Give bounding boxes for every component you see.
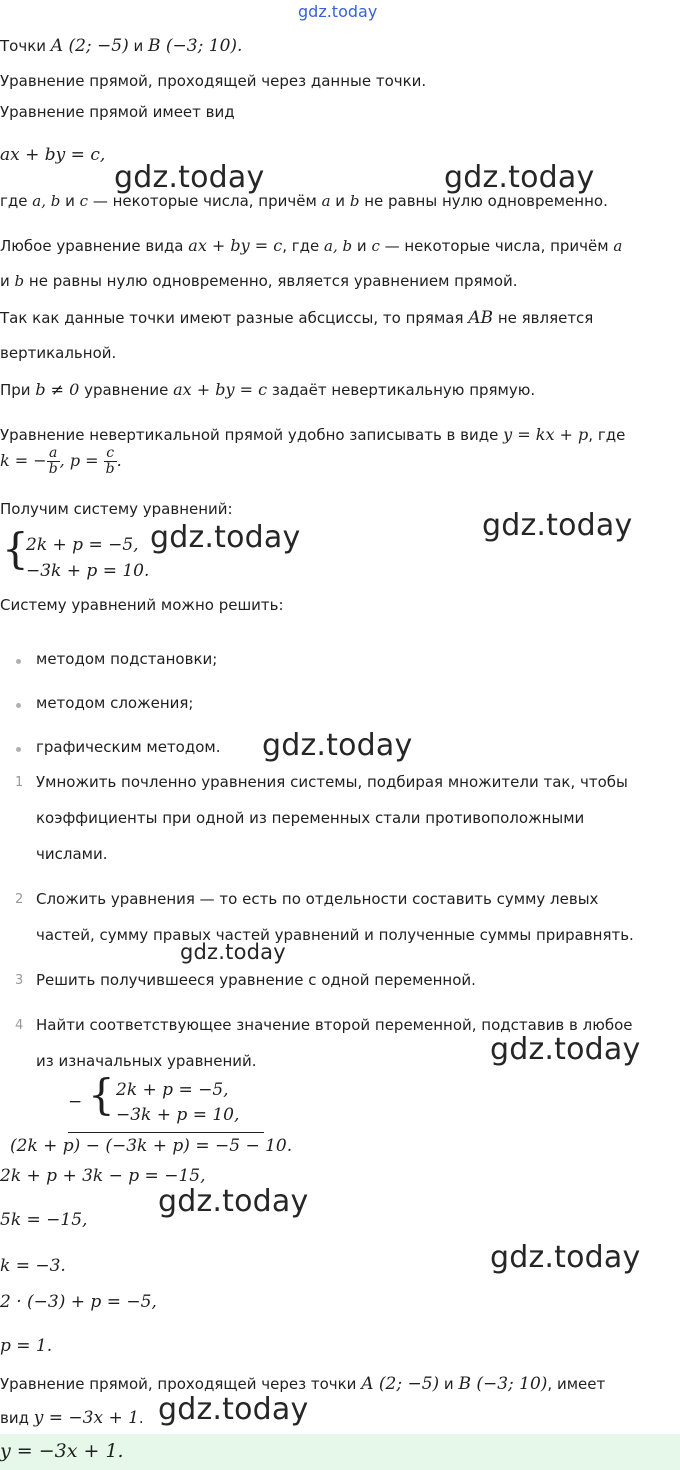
watermark: gdz.today <box>490 1032 641 1067</box>
point-a: A (2; −5) <box>50 36 129 56</box>
step-number: 1 <box>15 775 24 790</box>
text: не равны нулю одновременно, является уравнением прямой. <box>24 272 518 290</box>
paragraph <box>0 1408 144 1428</box>
calc-line: k = −3. <box>0 1256 66 1276</box>
bullet-icon <box>16 747 21 752</box>
text: вид <box>0 1409 34 1427</box>
paragraph <box>0 308 593 328</box>
math: ax + by = c <box>173 380 268 399</box>
text: задаёт невертикальную прямую. <box>267 381 536 399</box>
math: y = kx + p <box>503 425 589 444</box>
method-item: методом сложения; <box>36 694 194 712</box>
subtraction-line <box>68 1132 264 1133</box>
watermark: gdz.today <box>114 160 265 195</box>
math: . <box>116 451 122 470</box>
watermark: gdz.today <box>180 940 286 964</box>
watermark: gdz.today <box>490 1240 641 1275</box>
bullet-icon <box>16 703 21 708</box>
step-number: 3 <box>15 973 24 988</box>
step-text: Решить получившееся уравнение с одной переменной. <box>36 971 476 989</box>
numerator: c <box>104 446 117 462</box>
text: не равны нулю одновременно. <box>359 192 608 210</box>
text: и <box>0 272 15 290</box>
k-p-formula <box>0 446 122 477</box>
watermark: gdz.today <box>262 728 413 763</box>
math: b ≠ 0 <box>35 380 80 399</box>
system-eq-2: −3k + p = 10, <box>116 1105 240 1125</box>
calc-line: p = 1. <box>0 1336 53 1356</box>
numerator: a <box>47 446 60 462</box>
paragraph <box>0 425 625 444</box>
watermark: gdz.today <box>150 520 301 555</box>
text: и <box>60 192 80 210</box>
denominator: b <box>105 461 115 477</box>
math: k = − <box>0 451 47 470</box>
paragraph: Уравнение прямой, проходящей через данные точки. <box>0 72 427 90</box>
calc-line: 2k + p + 3k − p = −15, <box>0 1166 206 1186</box>
paragraph: Систему уравнений можно решить: <box>0 596 284 614</box>
math: ax + by = c <box>188 236 283 255</box>
step-text: коэффициенты при одной из переменных стали противоположными <box>36 809 585 827</box>
point-b: B (−3; 10). <box>148 36 243 56</box>
math: b <box>14 272 25 290</box>
system-brace: { <box>88 1070 115 1119</box>
step-number: 4 <box>15 1018 24 1033</box>
paragraph: Уравнение прямой имеет вид <box>0 103 235 121</box>
calc-line: 5k = −15, <box>0 1210 88 1230</box>
text: Так как данные точки имеют разные абсциссы, то прямая <box>0 309 469 327</box>
text: не является <box>493 309 594 327</box>
text: и <box>352 237 372 255</box>
watermark: gdz.today <box>158 1392 309 1427</box>
fraction <box>47 446 60 477</box>
math: a, b <box>324 237 353 255</box>
system-brace: { <box>2 524 29 573</box>
system-eq-2: −3k + p = 10. <box>26 561 150 581</box>
answer-text: y = −3x + 1. <box>0 1440 124 1462</box>
text: При <box>0 381 36 399</box>
math: y = −3x + 1 <box>33 1408 139 1428</box>
paragraph: Получим систему уравнений: <box>0 500 233 518</box>
paragraph: вертикальной. <box>0 344 117 362</box>
text: Уравнение прямой, проходящей через точки <box>0 1375 362 1393</box>
math: c <box>79 192 89 210</box>
math: b <box>349 192 360 210</box>
system-eq-1: 2k + p = −5, <box>116 1080 229 1100</box>
watermark: gdz.today <box>158 1184 309 1219</box>
paragraph <box>0 1374 605 1394</box>
paragraph <box>0 272 518 290</box>
site-header-watermark: gdz.today <box>298 2 378 21</box>
watermark: gdz.today <box>444 160 595 195</box>
text: , где <box>282 237 325 255</box>
math: c <box>371 237 380 255</box>
paragraph <box>0 380 535 399</box>
math: AB <box>468 308 494 328</box>
text: и <box>330 192 350 210</box>
answer-box <box>0 1434 680 1470</box>
math: , p = <box>59 451 104 470</box>
text: Уравнение невертикальной прямой удобно записывать в виде <box>0 426 504 444</box>
text: , имеет <box>547 1375 606 1393</box>
text: Любое уравнение вида <box>0 237 189 255</box>
text: — некоторые числа, причём <box>379 237 614 255</box>
watermark: gdz.today <box>482 508 633 543</box>
minus-sign: − <box>68 1092 83 1112</box>
text: . <box>138 1409 144 1427</box>
text: и <box>128 37 149 55</box>
text: где <box>0 192 33 210</box>
step-text: из изначальных уравнений. <box>36 1052 257 1070</box>
step-number: 2 <box>15 892 24 907</box>
paragraph <box>0 236 622 255</box>
text: — некоторые числа, причём <box>88 192 322 210</box>
text: , где <box>588 426 626 444</box>
text: и <box>439 1375 459 1393</box>
denominator: b <box>48 461 58 477</box>
system-eq-1: 2k + p = −5, <box>26 535 139 555</box>
step-text: числами. <box>36 845 108 863</box>
text: уравнение <box>79 381 174 399</box>
step-text: Умножить почленно уравнения системы, подбирая множители так, чтобы <box>36 773 628 791</box>
points-line <box>0 36 242 56</box>
point-b: B (−3; 10) <box>458 1374 548 1394</box>
equation-general: ax + by = c, <box>0 145 106 165</box>
step-text: частей, сумму правых частей уравнений и полученные суммы приравнять. <box>36 926 634 944</box>
subtraction-result: (2k + p) − (−3k + p) = −5 − 10. <box>10 1136 293 1156</box>
calc-line: 2 · (−3) + p = −5, <box>0 1292 157 1312</box>
text: Точки <box>0 37 51 55</box>
math: a <box>321 192 331 210</box>
method-item: графическим методом. <box>36 738 221 756</box>
math: a <box>613 237 623 255</box>
step-text: Найти соответствующее значение второй переменной, подставив в любое <box>36 1016 633 1034</box>
math: a, b <box>32 192 61 210</box>
step-text: Сложить уравнения — то есть по отдельности составить сумму левых <box>36 890 599 908</box>
method-item: методом подстановки; <box>36 650 218 668</box>
point-a: A (2; −5) <box>361 1374 440 1394</box>
bullet-icon <box>16 659 21 664</box>
fraction <box>104 446 117 477</box>
